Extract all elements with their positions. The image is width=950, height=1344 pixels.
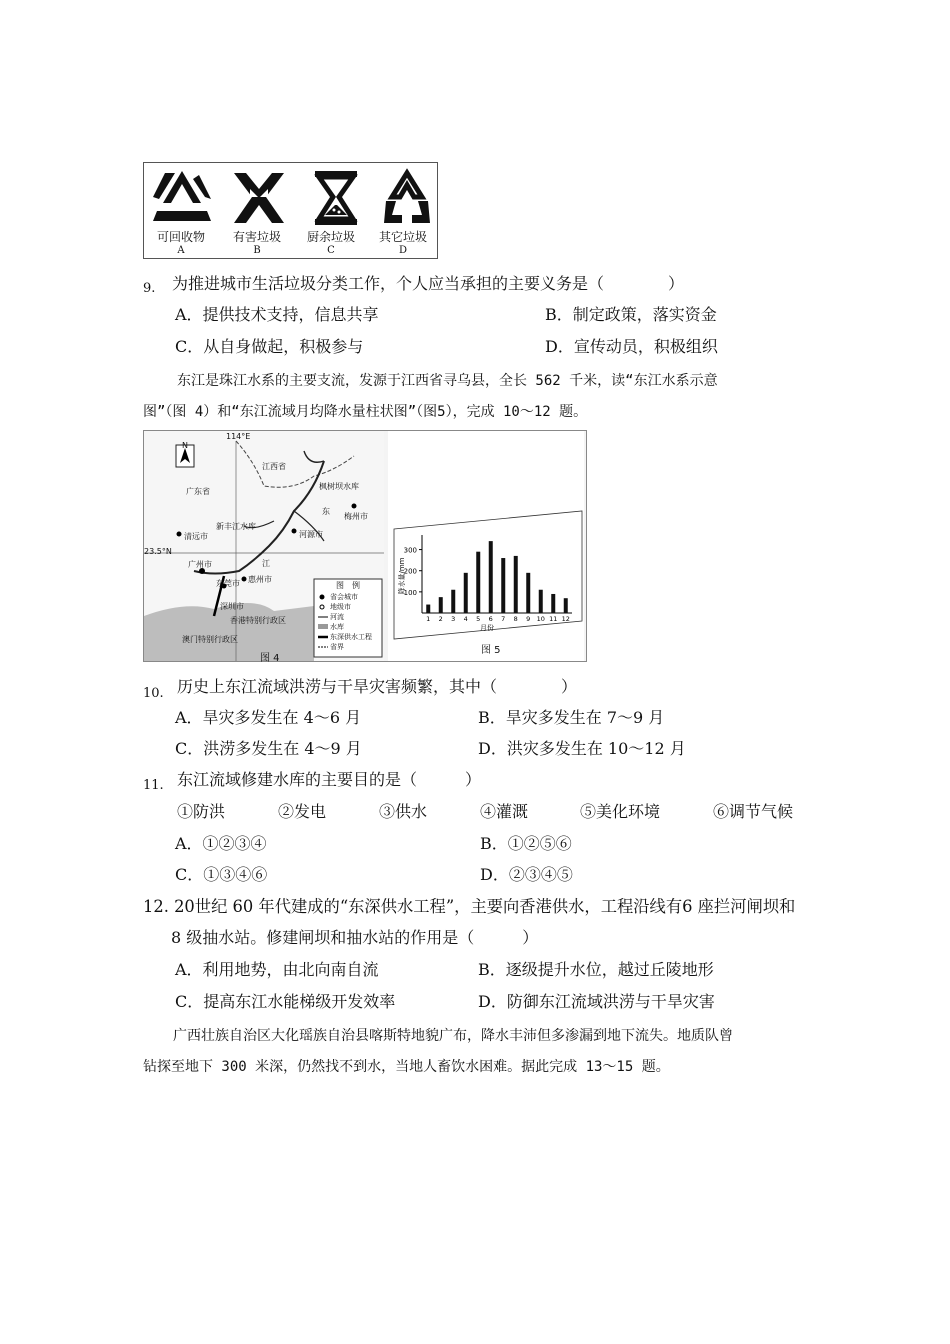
q11-item-5: ⑤美化环境 xyxy=(580,802,661,821)
symbol-label-c: 厨余垃圾 xyxy=(306,230,355,244)
q12-option-a: A．利用地势，由北向南自流 xyxy=(175,960,379,979)
chart-bar xyxy=(514,556,518,613)
map-guangzhou: 广州市 xyxy=(188,560,212,569)
q10-option-d: D．洪灾多发生在 10～12 月 xyxy=(478,739,686,758)
symbol-letter-d: D xyxy=(398,245,408,256)
chart-bar xyxy=(426,605,430,613)
chart-x-tick-label: 11 xyxy=(549,615,558,623)
map-qingyuan: 清远市 xyxy=(184,532,208,541)
q12-option-b: B．逐级提升水位，越过丘陵地形 xyxy=(478,960,714,979)
q12-option-d: D．防御东江流域洪涝与干旱灾害 xyxy=(478,992,715,1011)
map-north-label: N xyxy=(182,441,188,450)
fig5-caption: 图 5 xyxy=(481,645,501,656)
intro-dongjiang-line1: 东江是珠江水系的主要支流，发源于江西省寻乌县，全长 562 千米，读“东江水系示意 xyxy=(177,373,718,389)
map-dongguan: 东莞市 xyxy=(216,579,240,588)
chart-x-tick-label: 3 xyxy=(451,615,456,623)
chart-bar xyxy=(526,573,530,613)
chart-bar xyxy=(476,552,480,613)
q11-item-2: ②发电 xyxy=(278,802,327,821)
q11-item-4: ④灌溉 xyxy=(480,802,529,821)
symbol-label-d: 其它垃圾 xyxy=(378,230,427,244)
map-latitude-label: 23.5°N xyxy=(144,547,172,556)
q11-option-b: B．①②⑤⑥ xyxy=(480,834,572,853)
map-shenzhen: 深圳市 xyxy=(220,602,244,611)
chart-bar xyxy=(489,541,493,613)
map-xinfengjiang: 新丰江水库 xyxy=(216,522,256,531)
q9-option-c: C．从自身做起，积极参与 xyxy=(175,337,364,356)
symbol-letter-b: B xyxy=(253,245,261,256)
fig4-caption: 图 4 xyxy=(260,653,280,664)
waste-symbols-figure xyxy=(143,162,438,259)
map-macao: 澳门特别行政区 xyxy=(182,635,238,644)
recyclable-icon xyxy=(147,167,217,229)
map-heyuan: 河源市 xyxy=(299,530,323,539)
chart-x-tick-label: 7 xyxy=(501,615,506,623)
map-river-jiang: 江 xyxy=(262,559,270,568)
q11-option-a: A．①②③④ xyxy=(175,834,267,853)
chart-y-tick-label: 200 xyxy=(403,567,417,576)
map-jiangxi: 江西省 xyxy=(262,462,286,471)
q11-item-1: ①防洪 xyxy=(177,802,226,821)
q10-option-c: C．洪涝多发生在 4～9 月 xyxy=(175,739,362,758)
symbol-letter-c: C xyxy=(327,245,335,256)
q10-option-a: A．旱灾多发生在 4～6 月 xyxy=(175,708,362,727)
q10-number: 10. xyxy=(143,686,164,701)
map-fengshuba: 枫树坝水库 xyxy=(319,482,359,491)
chart-y-tick-label: 100 xyxy=(403,588,417,597)
q9-stem: 为推进城市生活垃圾分类工作，个人应当承担的主要义务是（ ） xyxy=(172,274,685,293)
q9-option-d: D．宣传动员，积极组织 xyxy=(545,337,718,356)
chart-x-tick-label: 9 xyxy=(526,615,531,623)
chart-bar xyxy=(464,573,468,613)
precipitation-chart xyxy=(388,431,584,661)
q9-number: 9. xyxy=(143,281,156,296)
chart-bar xyxy=(451,590,455,613)
chart-bar xyxy=(539,590,543,613)
map-huizhou: 惠州市 xyxy=(248,575,272,584)
q11-number: 11. xyxy=(143,778,164,793)
map-legend-1: 地级市 xyxy=(330,603,351,611)
map-guangdong: 广东省 xyxy=(186,487,210,496)
chart-bar xyxy=(551,594,555,613)
chart-x-tick-label: 12 xyxy=(561,615,570,623)
chart-x-label: 月份 xyxy=(480,624,494,632)
q9-option-a: A．提供技术支持，信息共享 xyxy=(175,305,379,324)
intro-guangxi-line2: 钻探至地下 300 米深，仍然找不到水，当地人畜饮水困难。据此完成 13～15 题。 xyxy=(143,1059,670,1075)
q11-option-c: C．①③④⑥ xyxy=(175,865,268,884)
q11-item-3: ③供水 xyxy=(379,802,428,821)
q9-option-b: B．制定政策，落实资金 xyxy=(545,305,717,324)
chart-x-tick-label: 5 xyxy=(476,615,481,623)
q11-item-6: ⑥调节气候 xyxy=(713,802,794,821)
chart-y-label: 降水量/mm xyxy=(398,557,406,595)
chart-x-tick-label: 1 xyxy=(426,615,431,623)
chart-y-tick-label: 300 xyxy=(403,546,417,555)
q10-option-b: B．旱灾多发生在 7～9 月 xyxy=(478,708,665,727)
q10-stem: 历史上东江流域洪涝与干旱灾害频繁，其中（ ） xyxy=(177,677,578,696)
map-legend-2: 河流 xyxy=(330,613,344,621)
chart-x-tick-label: 6 xyxy=(488,615,493,623)
symbol-label-a: 可回收物 xyxy=(156,230,205,244)
symbol-letter-a: A xyxy=(177,245,185,256)
map-legend-4: 东深供水工程 xyxy=(330,633,372,641)
chart-x-tick-label: 4 xyxy=(463,615,468,623)
map-legend-0: 省会城市 xyxy=(330,593,358,601)
intro-dongjiang-line2: 图”（图 4）和“东江流域月均降水量柱状图”（图5），完成 10～12 题。 xyxy=(143,404,588,420)
intro-guangxi-line1: 广西壮族自治区大化瑶族自治县喀斯特地貌广布，降水丰沛但多渗漏到地下流失。地质队曾 xyxy=(173,1028,733,1044)
q12-stem-line2: 8 级抽水站。修建闸坝和抽水站的作用是（ ） xyxy=(171,928,539,947)
chart-x-tick-label: 2 xyxy=(438,615,443,623)
other-waste-icon xyxy=(378,167,436,229)
map-legend-5: 省界 xyxy=(330,643,344,651)
dongjiang-figure xyxy=(143,430,587,662)
map-river-dong: 东 xyxy=(322,507,330,516)
hazardous-icon xyxy=(224,167,294,229)
map-legend-title: 图 例 xyxy=(336,581,360,590)
q11-stem: 东江流域修建水库的主要目的是（ ） xyxy=(177,770,482,789)
q11-option-d: D．②③④⑤ xyxy=(480,865,573,884)
symbol-label-b: 有害垃圾 xyxy=(232,230,281,244)
map-hongkong: 香港特别行政区 xyxy=(230,616,286,625)
map-longitude-label: 114°E xyxy=(226,432,251,441)
chart-x-tick-label: 10 xyxy=(536,615,545,623)
map-legend-3: 水库 xyxy=(330,623,344,631)
q12-stem-line1: 12. 20世纪 60 年代建成的“东深供水工程”，主要向香港供水，工程沿线有6 座拦河闸坝和 xyxy=(143,897,796,916)
chart-bar xyxy=(501,558,505,613)
chart-x-tick-label: 8 xyxy=(513,615,518,623)
map-meizhou: 梅州市 xyxy=(344,512,368,521)
chart-bar xyxy=(439,597,443,613)
q12-option-c: C．提高东江水能梯级开发效率 xyxy=(175,992,396,1011)
kitchen-waste-icon xyxy=(301,167,371,229)
chart-bar xyxy=(564,598,568,613)
